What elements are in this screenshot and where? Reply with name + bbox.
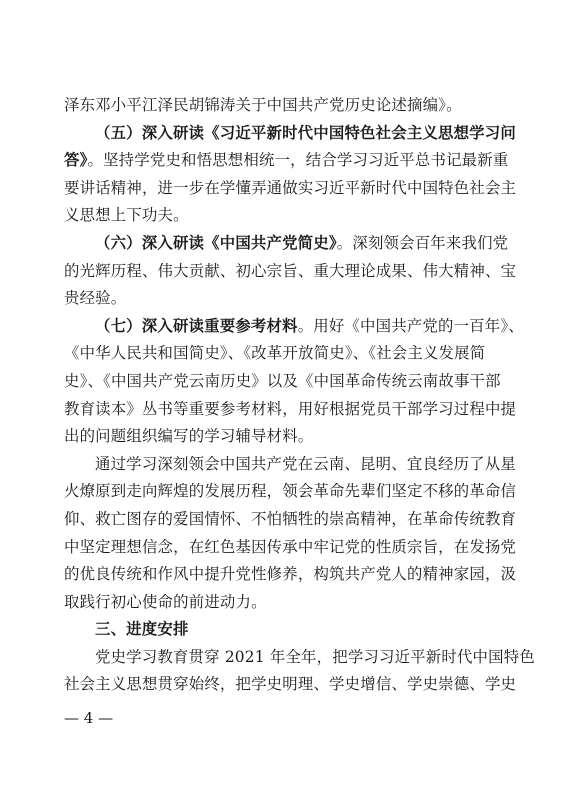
section-heading-schedule: 三、进度安排 bbox=[95, 620, 189, 639]
text-run: 。用好《中国共产党的一百年》、 bbox=[297, 316, 524, 335]
section-five-title-end: 答》 bbox=[64, 151, 88, 170]
text-line: 出的问题组织编写的学习辅导材料。 bbox=[64, 427, 314, 446]
document-page bbox=[64, 92, 535, 699]
section-seven-line bbox=[64, 313, 524, 341]
page-number: — 4 — bbox=[64, 709, 114, 727]
text-line: 《中华人民共和国简史》、《改革开放简史》、《社会主义发展简 bbox=[64, 344, 486, 363]
text-line bbox=[64, 147, 509, 175]
text-line: 教育读本》丛书等重要参考材料，用好根据党员干部学习过程中提 bbox=[64, 399, 517, 418]
section-six-title: （六）深入研读《中国共产党简史》 bbox=[95, 233, 337, 252]
section-five-line bbox=[64, 120, 516, 148]
text-line: 党史学习教育贯穿 2021 年全年，把学习习近平新时代中国特色 bbox=[95, 647, 535, 666]
text-line: 的优良传统和作风中提升党性修养，构筑共产党人的精神家园，汲 bbox=[64, 565, 517, 584]
text-line: 泽东邓小平江泽民胡锦涛关于中国共产党历史论述摘编》。 bbox=[64, 96, 462, 114]
text-line: 通过学习深刻领会中国共产党在云南、昆明、宜良经历了从星 bbox=[95, 454, 516, 473]
text-line: 要讲话精神，进一步在学懂弄通做实习近平新时代中国特色社会主 bbox=[64, 178, 517, 197]
section-seven-title: （七）深入研读重要参考材料 bbox=[95, 316, 298, 335]
text-line: 中坚定理想信念，在红色基因传承中牢记党的性质宗旨，在发扬党 bbox=[64, 537, 517, 556]
text-run: 。坚持学党史和悟思想相统一，结合学习习近平总书记最新重 bbox=[87, 151, 509, 170]
text-line: 社会主义思想贯穿始终，把学史明理、学史增信、学史崇德、学史 bbox=[64, 675, 517, 694]
section-five-title: （五）深入研读《习近平新时代中国特色社会主义思想学习问 bbox=[95, 123, 516, 142]
section-six-line bbox=[64, 230, 509, 258]
text-line: 史》、《中国共产党云南历史》以及《中国革命传统云南故事干部 bbox=[64, 371, 501, 390]
text-line: 仰、救亡图存的爱国情怀、不怕牺牲的崇高精神，在革命传统教育 bbox=[64, 509, 517, 528]
text-run: 。深刻领会百年来我们党 bbox=[336, 233, 509, 252]
text-line: 贵经验。 bbox=[64, 289, 127, 308]
text-line: 的光辉历程、伟大贡献、初心宗旨、重大理论成果、伟大精神、宝 bbox=[64, 261, 517, 280]
text-line: 取践行初心使命的前进动力。 bbox=[64, 592, 267, 611]
text-line: 火燎原到走向辉煌的发展历程，领会革命先辈们坚定不移的革命信 bbox=[64, 482, 517, 501]
text-line: 义思想上下功夫。 bbox=[64, 206, 189, 225]
